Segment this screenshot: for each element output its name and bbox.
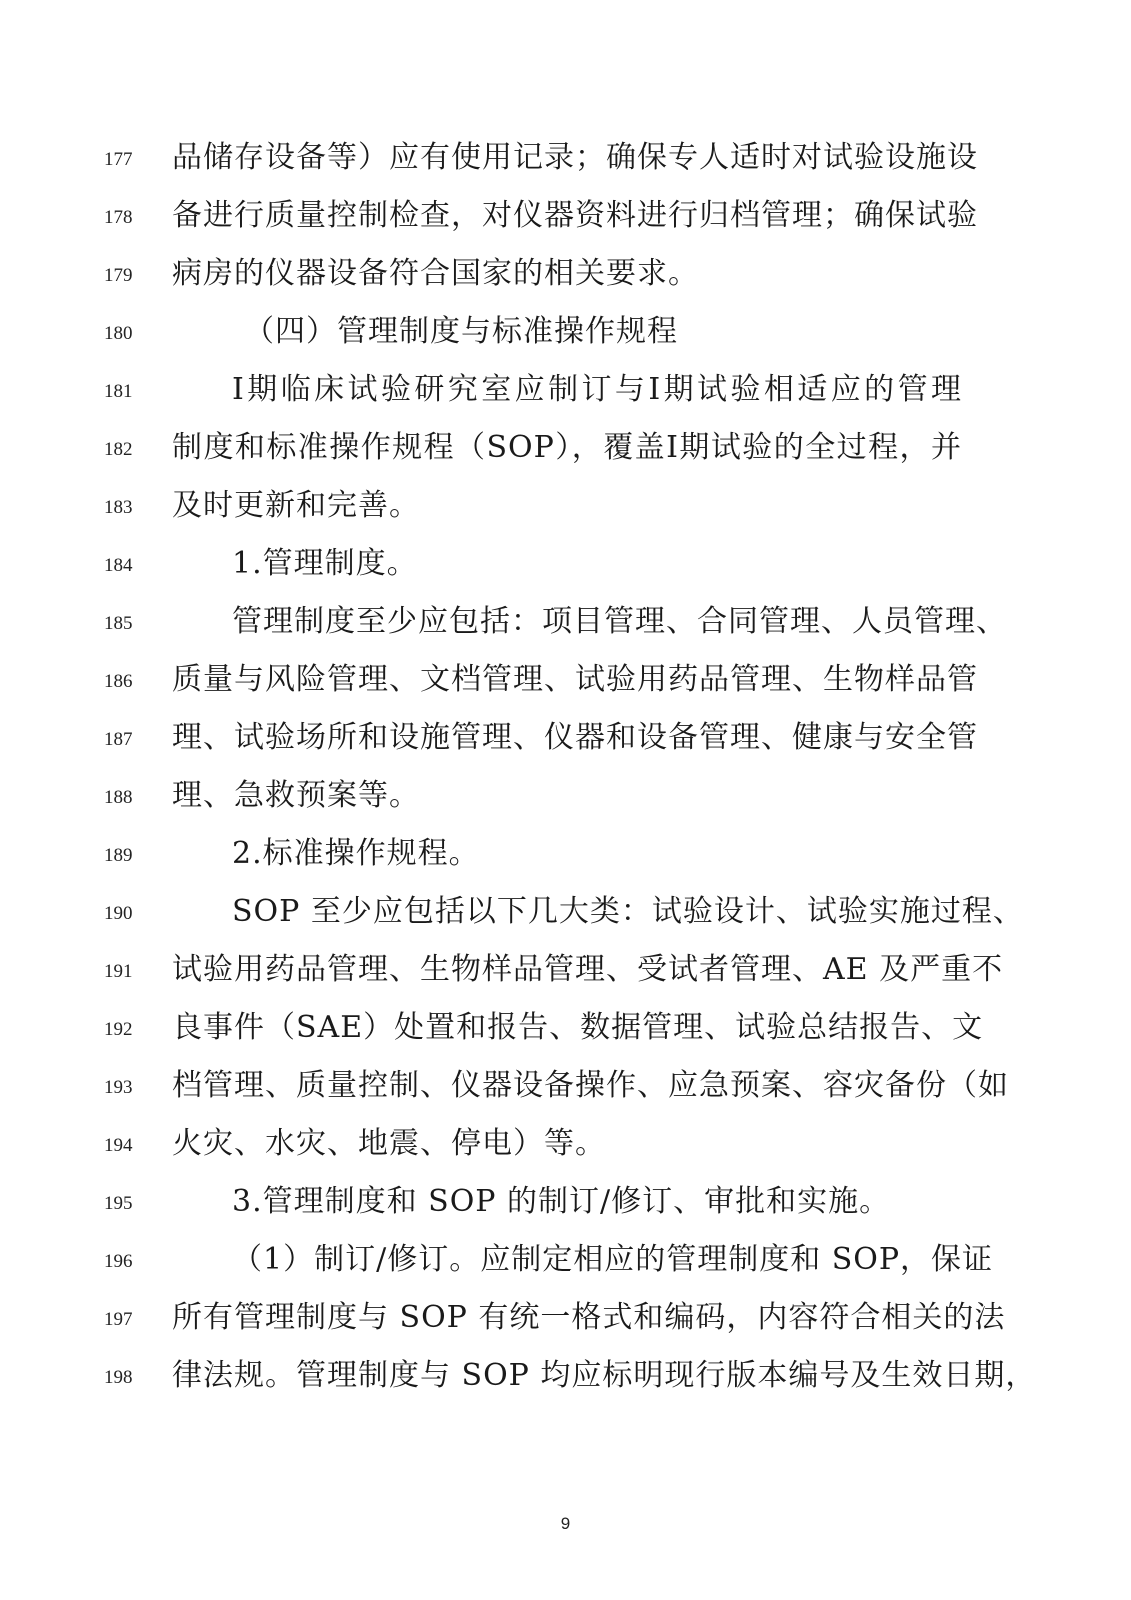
line-number: 194 <box>104 1135 133 1156</box>
line-number: 180 <box>104 323 133 344</box>
line-number: 177 <box>104 149 133 170</box>
line-text: 品储存设备等）应有使用记录；确保专人适时对试验设施设 <box>172 140 978 175</box>
section-heading: （四）管理制度与标准操作规程 <box>244 314 678 349</box>
line-text: 质量与风险管理、文档管理、试验用药品管理、生物样品管 <box>172 662 978 697</box>
subheading: 1.管理制度。 <box>232 546 418 581</box>
line-number: 198 <box>104 1367 133 1388</box>
line-number: 193 <box>104 1077 133 1098</box>
text-line <box>0 1298 1131 1338</box>
line-number: 187 <box>104 729 133 750</box>
line-text: 及时更新和完善。 <box>172 488 420 523</box>
text-line <box>0 950 1131 990</box>
line-text: 所有管理制度与 SOP 有统一格式和编码，内容符合相关的法 <box>172 1300 1006 1335</box>
text-line <box>0 776 1131 816</box>
text-line <box>0 1240 1131 1280</box>
line-text: 火灾、水灾、地震、停电）等。 <box>172 1126 606 1161</box>
line-number: 189 <box>104 845 133 866</box>
subheading-line <box>0 544 1131 584</box>
line-text: SOP 至少应包括以下几大类：试验设计、试验实施过程、 <box>232 894 1024 929</box>
text-line <box>0 1008 1131 1048</box>
line-text: 管理制度至少应包括：项目管理、合同管理、人员管理、 <box>232 604 1007 639</box>
line-number: 184 <box>104 555 133 576</box>
line-number: 191 <box>104 961 133 982</box>
line-number: 182 <box>104 439 133 460</box>
line-number: 190 <box>104 903 133 924</box>
line-text: （1）制订/修订。应制定相应的管理制度和 SOP，保证 <box>232 1242 994 1277</box>
text-line <box>0 196 1131 236</box>
line-number: 183 <box>104 497 133 518</box>
text-line <box>0 486 1131 526</box>
line-number: 197 <box>104 1309 133 1330</box>
section-heading-line <box>0 312 1131 352</box>
line-number: 185 <box>104 613 133 634</box>
line-text: 制度和标准操作规程（SOP），覆盖Ⅰ期试验的全过程，并 <box>172 430 962 465</box>
line-number: 181 <box>104 381 133 402</box>
line-text: 律法规。管理制度与 SOP 均应标明现行版本编号及生效日期， <box>172 1358 1037 1393</box>
subheading-line <box>0 1182 1131 1222</box>
line-text: 理、试验场所和设施管理、仪器和设备管理、健康与安全管 <box>172 720 978 755</box>
text-line <box>0 138 1131 178</box>
line-number: 196 <box>104 1251 133 1272</box>
text-line <box>0 1124 1131 1164</box>
subheading-line <box>0 834 1131 874</box>
line-number: 186 <box>104 671 133 692</box>
text-line <box>0 660 1131 700</box>
text-line <box>0 370 1131 410</box>
line-text: Ⅰ期临床试验研究室应制订与Ⅰ期试验相适应的管理 <box>232 372 962 407</box>
text-line <box>0 602 1131 642</box>
line-text: 良事件（SAE）处置和报告、数据管理、试验总结报告、文 <box>172 1010 984 1045</box>
line-number: 188 <box>104 787 133 808</box>
line-number: 178 <box>104 207 133 228</box>
line-text: 备进行质量控制检查，对仪器资料进行归档管理；确保试验 <box>172 198 978 233</box>
line-number: 179 <box>104 265 133 286</box>
text-line <box>0 428 1131 468</box>
line-number: 192 <box>104 1019 133 1040</box>
subheading: 2.标准操作规程。 <box>232 836 480 871</box>
text-line <box>0 1066 1131 1106</box>
text-line <box>0 892 1131 932</box>
line-text: 病房的仪器设备符合国家的相关要求。 <box>172 256 699 291</box>
line-text: 档管理、质量控制、仪器设备操作、应急预案、容灾备份（如 <box>172 1068 1009 1103</box>
line-text: 理、急救预案等。 <box>172 778 420 813</box>
line-text: 试验用药品管理、生物样品管理、受试者管理、AE 及严重不 <box>172 952 1004 987</box>
text-line <box>0 1356 1131 1396</box>
text-line <box>0 718 1131 758</box>
line-number: 195 <box>104 1193 133 1214</box>
page-number: 9 <box>560 1514 571 1533</box>
subheading: 3.管理制度和 SOP 的制订/修订、审批和实施。 <box>232 1184 891 1219</box>
text-line <box>0 254 1131 294</box>
